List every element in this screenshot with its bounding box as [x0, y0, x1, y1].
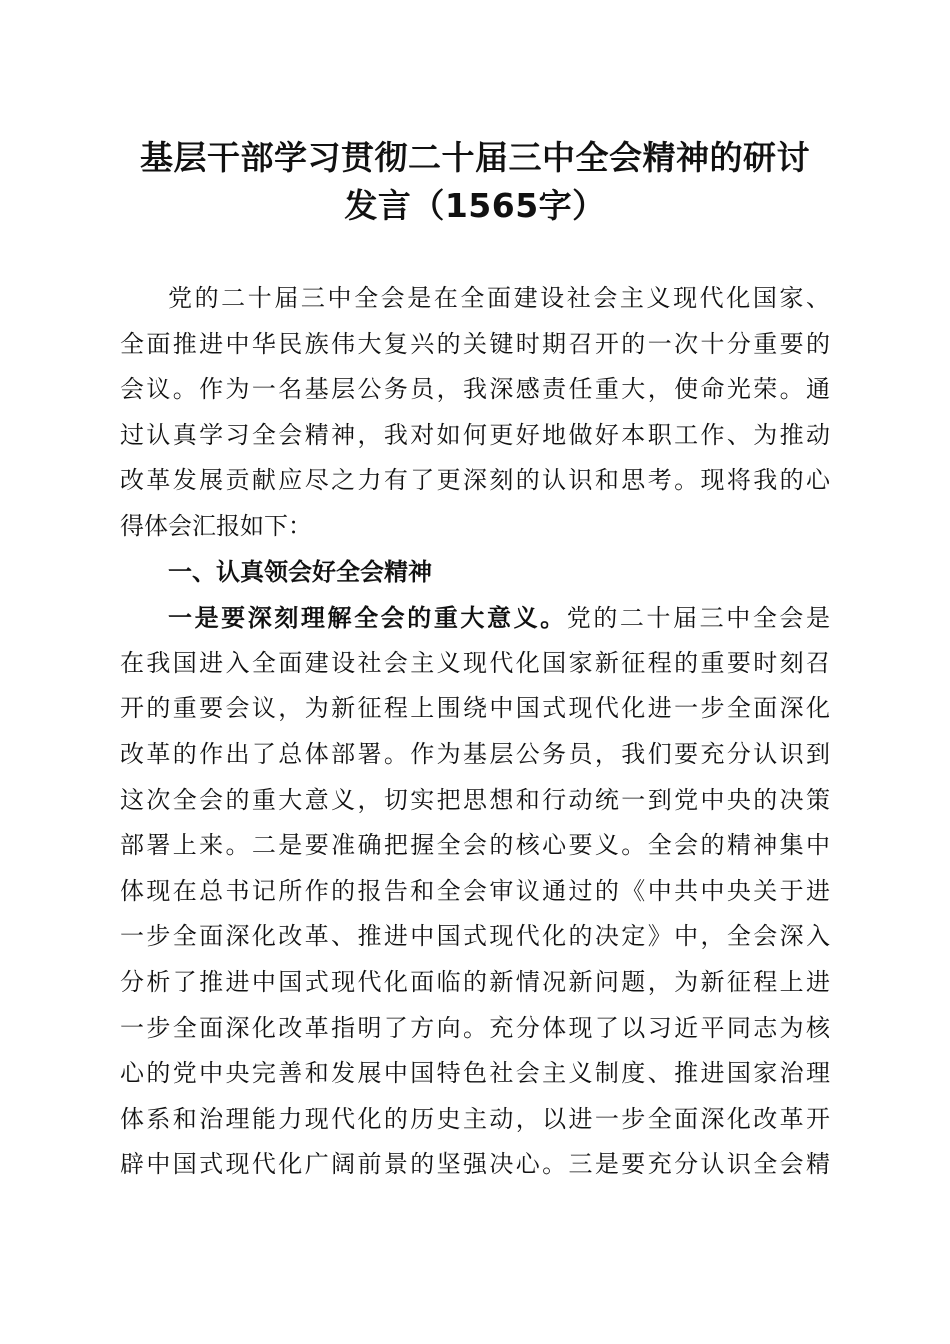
paragraph-intro	[120, 276, 830, 550]
text-line: 党的二十届三中全会是在全面建设社会主义现代化国家、	[168, 284, 830, 312]
paragraph-section1	[120, 595, 830, 1188]
title-line-2: 发言（1565字）	[344, 186, 606, 225]
text-line: 改革发展贡献应尽之力有了更深刻的认识和思考。现将我的心	[120, 466, 830, 495]
text-line: 改革的作出了总体部署。作为基层公务员，我们要充分认识到	[120, 739, 830, 768]
text-line: 一步全面深化改革指明了方向。充分体现了以习近平同志为核	[120, 1013, 830, 1042]
text-line: 这次全会的重大意义，切实把思想和行动统一到党中央的决策	[120, 785, 830, 814]
text-line: 分析了推进中国式现代化面临的新情况新问题，为新征程上进	[120, 967, 830, 996]
text-line: 辟中国式现代化广阔前景的坚强决心。三是要充分认识全会精	[120, 1150, 830, 1179]
text-run: 党的二十届三中全会是	[566, 604, 830, 633]
text-line: 开的重要会议，为新征程上围绕中国式现代化进一步全面深化	[120, 694, 830, 723]
text-line: 会议。作为一名基层公务员，我深感责任重大，使命光荣。通	[120, 375, 830, 404]
section-heading: 一、认真领会好全会精神	[168, 557, 432, 586]
document-title	[100, 134, 850, 230]
text-line: 全面推进中华民族伟大复兴的关键时期召开的一次十分重要的	[120, 329, 830, 358]
title-line-1: 基层干部学习贯彻二十届三中全会精神的研讨	[140, 138, 810, 177]
document-body	[120, 276, 830, 1188]
text-line: 得体会汇报如下：	[120, 511, 312, 540]
text-line: 部署上来。二是要准确把握全会的核心要义。全会的精神集中	[120, 831, 830, 860]
text-line: 心的党中央完善和发展中国特色社会主义制度、推进国家治理	[120, 1059, 830, 1088]
text-line: 在我国进入全面建设社会主义现代化国家新征程的重要时刻召	[120, 648, 830, 677]
text-line: 体系和治理能力现代化的历史主动，以进一步全面深化改革开	[120, 1104, 830, 1133]
text-line: 过认真学习全会精神，我对如何更好地做好本职工作、为推动	[120, 420, 830, 449]
text-line: 体现在总书记所作的报告和全会审议通过的《中共中央关于进	[120, 876, 830, 905]
bold-lead-text: 一是要深刻理解全会的重大意义。	[168, 603, 567, 633]
text-line	[120, 595, 830, 641]
text-line: 一步全面深化改革、推进中国式现代化的决定》中，全会深入	[120, 922, 830, 951]
